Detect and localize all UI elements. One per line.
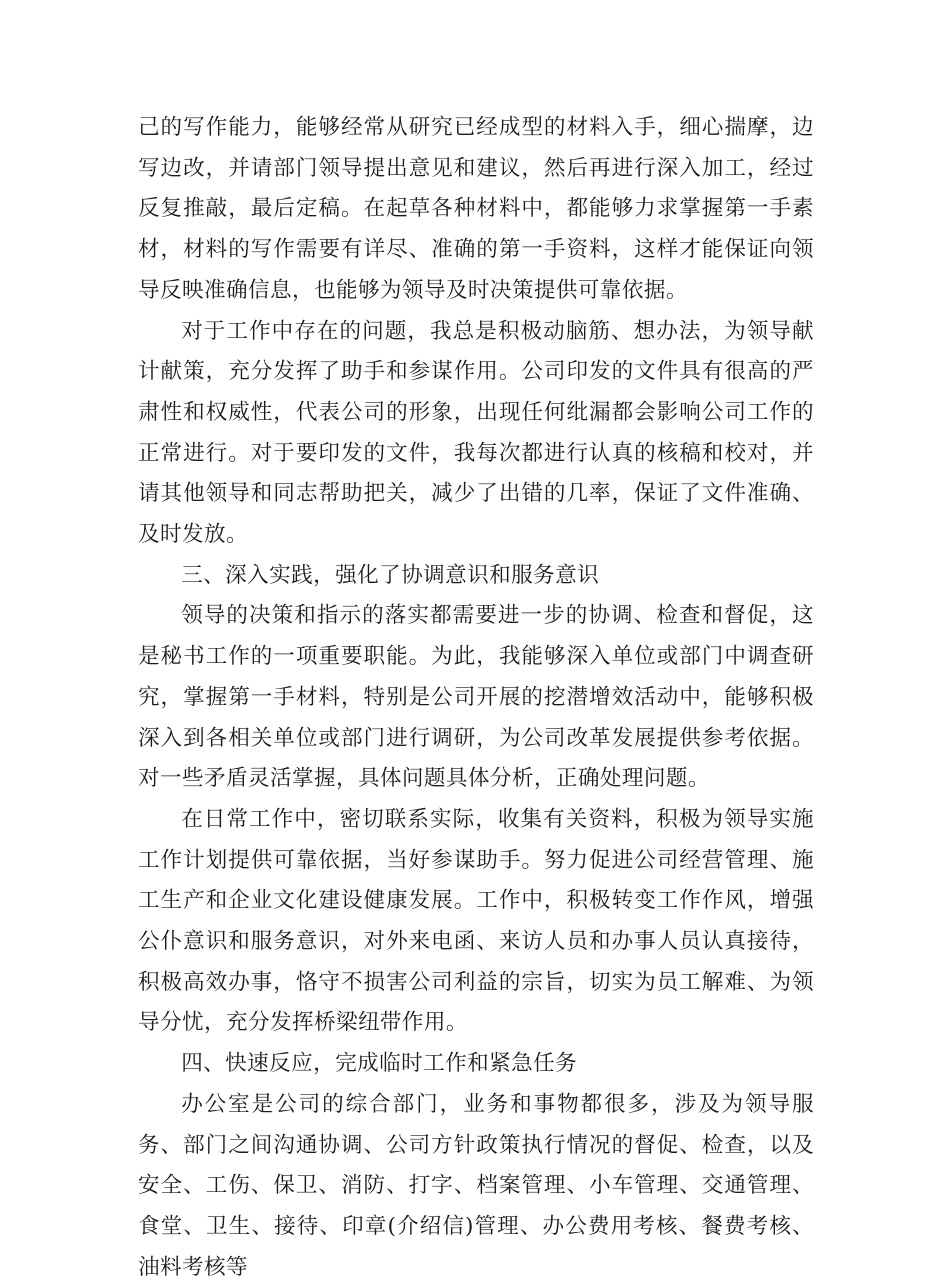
section-heading-four: 四、快速反应，完成临时工作和紧急任务 [181,1051,578,1077]
document-body [138,108,814,1288]
paragraph-problem-solving: 对于工作中存在的问题，我总是积极动脑筋、想办法，为领导献计献策，充分发挥了助手和参谋作用。公司印发的文件具有很高的严肃性和权威性，代表公司的形象，出现任何纰漏都会影响公司工作的正常进行。对于要印发的文件，我每次都进行认真的核稿和校对，并请其他领导和同志帮助把关，减少了出错的几率，保证了文件准确、及时发放。 [138,318,814,548]
paragraph-office-duties: 办公室是公司的综合部门，业务和事物都很多，涉及为领导服务、部门之间沟通协调、公司方针政策执行情况的督促、检查，以及安全、工伤、保卫、消防、打字、档案管理、小车管理、交通管理、食堂、卫生、接待、印章(介绍信)管理、办公费用考核、餐费考核、油料考核等 [138,1091,814,1280]
paragraph-continuation: 己的写作能力，能够经常从研究已经成型的材料入手，细心揣摩，边写边改，并请部门领导提出意见和建议，然后再进行深入加工，经过反复推敲，最后定稿。在起草各种材料中，都能够力求掌握第一手素材，材料的写作需要有详尽、准确的第一手资料，这样才能保证向领导反映准确信息，也能够为领导及时决策提供可靠依据。 [138,115,814,303]
paragraph-daily-work: 在日常工作中，密切联系实际，收集有关资料，积极为领导实施工作计划提供可靠依据，当好参谋助手。努力促进公司经营管理、施工生产和企业文化建设健康发展。工作中，积极转变工作作风，增强公仆意识和服务意识，对外来电函、来访人员和办事人员认真接待，积极高效办事，恪守不损害公司利益的宗旨，切实为员工解难、为领导分忧，充分发挥桥梁纽带作用。 [138,806,814,1036]
paragraph-coordination: 领导的决策和指示的落实都需要进一步的协调、检查和督促，这是秘书工作的一项重要职能。为此，我能够深入单位或部门中调查研究，掌握第一手材料，特别是公司开展的挖潜增效活动中，能够积极深入到各相关单位或部门进行调研，为公司改革发展提供参考依据。对一些矛盾灵活掌握，具体问题具体分析，正确处理问题。 [138,603,814,792]
section-heading-three: 三、深入实践，强化了协调意识和服务意识 [181,562,600,588]
